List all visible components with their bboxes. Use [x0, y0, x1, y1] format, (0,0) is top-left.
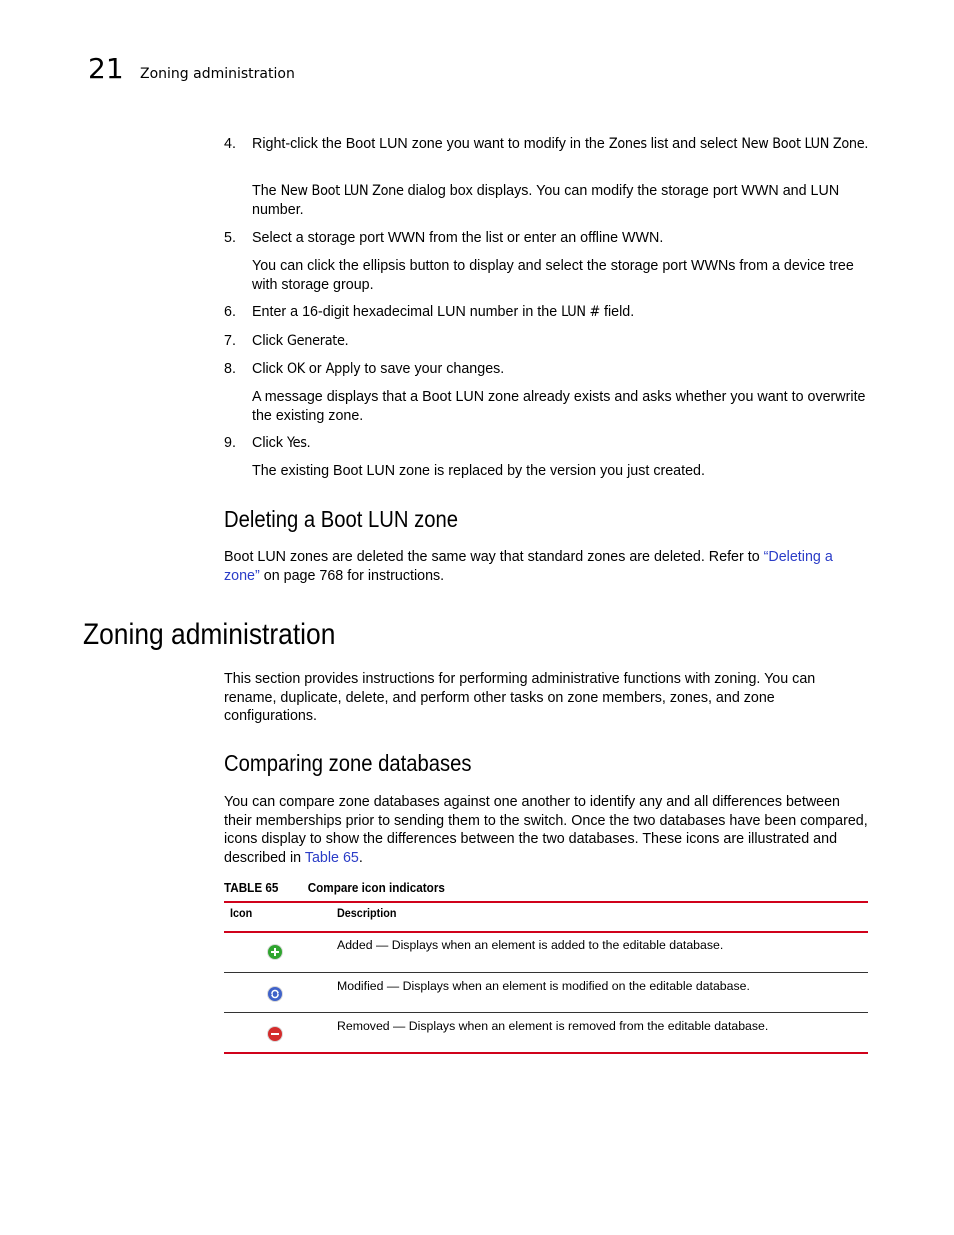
ui-term: New Boot LUN Zone	[280, 183, 404, 199]
deleting-zone-link[interactable]: “Deleting a zone”	[224, 549, 833, 584]
text: or	[304, 361, 326, 377]
text: Boot LUN zones are deleted the same way that standard zones are deleted. Refer to	[224, 549, 764, 565]
text: .	[358, 850, 363, 867]
column-header-description: Description	[337, 906, 397, 920]
chapter-number: 21	[88, 52, 124, 85]
step-8-note: A message displays that a Boot LUN zone already exists and asks whether you want to overwrite the existing zone.	[252, 389, 866, 424]
ui-term: New Boot LUN Zone	[741, 136, 865, 152]
table-65-link[interactable]: Table 65	[304, 850, 359, 867]
step-5-note: You can click the ellipsis button to display and select the storage port WWNs from a device tree with storage group.	[252, 258, 854, 293]
table-top-rule	[224, 901, 868, 903]
step-number: 7.	[224, 333, 236, 349]
text: Click	[252, 333, 287, 349]
step-text	[252, 303, 869, 322]
row-description: Added — Displays when an element is added to the editable database.	[337, 938, 724, 952]
table-bottom-rule	[224, 1052, 868, 1054]
section-heading-comparing: Comparing zone databases	[224, 750, 472, 776]
running-title: Zoning administration	[140, 66, 295, 82]
text: You can compare zone databases against one another to identify any and all differences between their memberships prior to sending them to the switch. Once the two databases have been compared, icons display to show the differences between the two databases. These icons are illustrated and described in	[224, 794, 868, 867]
table-title: Compare icon indicators	[307, 880, 445, 895]
column-header-icon: Icon	[230, 906, 253, 920]
table-label: TABLE 65	[224, 880, 279, 895]
section-heading-zoning-administration: Zoning administration	[83, 618, 336, 651]
step-number: 6.	[224, 304, 236, 320]
text: .	[306, 435, 311, 451]
text: to save your changes.	[360, 361, 505, 377]
text: dialog box displays. You can modify the storage port WWN and LUN number.	[252, 183, 840, 218]
ui-term: OK	[286, 361, 305, 377]
ui-term: Yes	[286, 435, 307, 451]
ui-term: Generate	[286, 333, 345, 349]
zoning-paragraph: This section provides instructions for performing administrative functions with zoning. You can rename, duplicate, delete, and perform other tasks on zone members, zones, and zone configurations.	[224, 671, 816, 725]
text: .	[864, 136, 869, 152]
text: Click	[252, 361, 287, 377]
step-number: 8.	[224, 361, 236, 377]
text: .	[344, 333, 349, 349]
step-number: 4.	[224, 136, 236, 152]
step-number: 9.	[224, 435, 236, 451]
section-heading-deleting: Deleting a Boot LUN zone	[224, 506, 459, 532]
ui-term: LUN #	[561, 304, 600, 320]
row-divider	[224, 972, 868, 973]
text: Click	[252, 435, 287, 451]
step-text	[252, 332, 869, 351]
text: The	[252, 183, 281, 199]
header-bottom-rule	[224, 931, 868, 933]
step-4-note	[252, 182, 869, 219]
deleting-paragraph	[224, 548, 869, 585]
ui-term: Apply	[325, 361, 361, 377]
step-number: 5.	[224, 230, 236, 246]
step-text: Select a storage port WWN from the list or enter an offline WWN.	[252, 230, 664, 246]
modified-icon	[268, 987, 282, 1001]
text: on page 768 for instructions.	[259, 567, 445, 584]
step-text	[252, 434, 869, 453]
removed-icon	[268, 1027, 282, 1041]
step-9-note: The existing Boot LUN zone is replaced by the version you just created.	[252, 463, 705, 479]
text: Enter a 16-digit hexadecimal LUN number in the	[252, 304, 562, 320]
text: field.	[600, 304, 635, 320]
ui-term: Zones	[608, 136, 647, 152]
text: Right-click the Boot LUN zone you want to modify in the	[252, 136, 609, 152]
step-text	[252, 135, 869, 154]
row-description: Removed — Displays when an element is removed from the editable database.	[337, 1019, 769, 1033]
row-divider	[224, 1012, 868, 1013]
comparing-paragraph	[224, 793, 869, 868]
added-icon	[268, 945, 282, 959]
text: list and select	[646, 136, 742, 152]
table-caption	[224, 880, 445, 895]
step-text	[252, 360, 869, 379]
row-description: Modified — Displays when an element is modified on the editable database.	[337, 979, 750, 993]
